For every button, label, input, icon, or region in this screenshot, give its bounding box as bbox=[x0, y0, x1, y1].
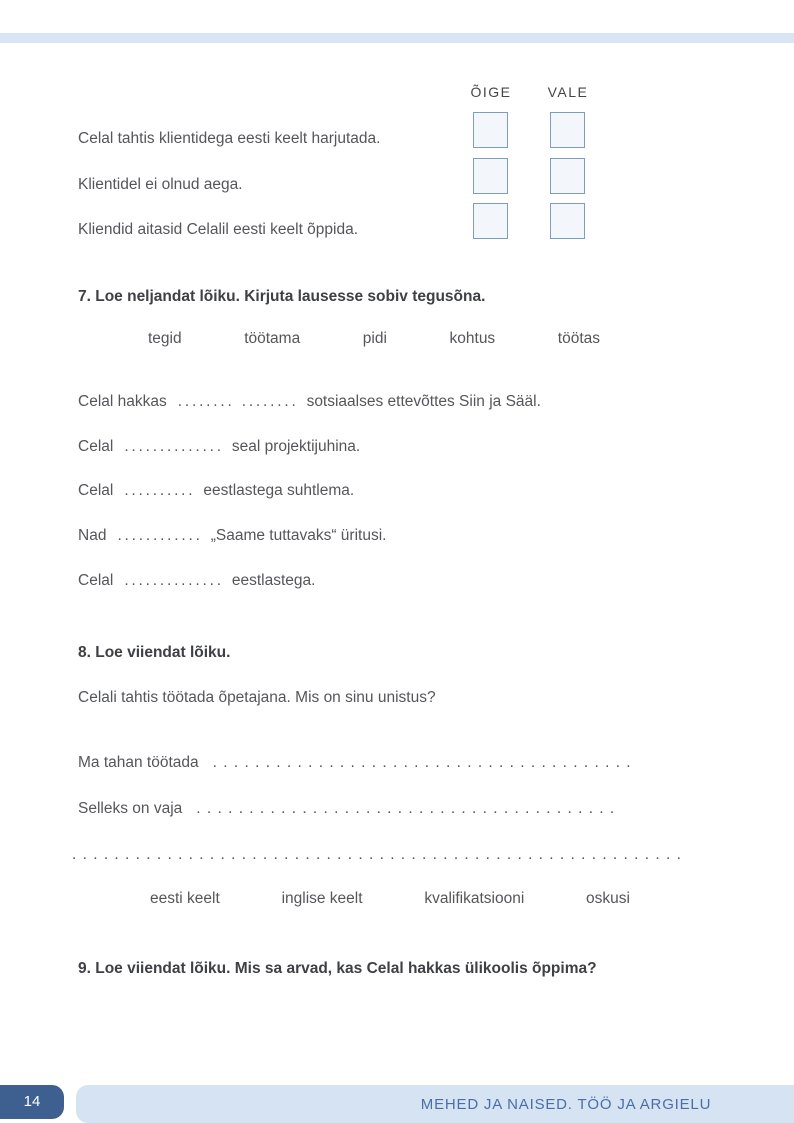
tf-statement-3: Kliendid aitasid Celalil eesti keelt õppida. bbox=[78, 221, 359, 238]
word-bank-item: töötas bbox=[557, 330, 600, 347]
exercise9-heading: 9. Loe viiendat lõiku. Mis sa arvad, kas Celal hakkas ülikoolis õppima? bbox=[78, 960, 597, 977]
sentence-before: Nad bbox=[78, 527, 107, 544]
line-label: Ma tahan töötada bbox=[78, 754, 199, 771]
word-bank-item: tegid bbox=[148, 330, 182, 347]
exercise7-word-bank bbox=[148, 330, 600, 348]
word-bank-item: pidi bbox=[362, 330, 387, 347]
page-number-tab bbox=[0, 1085, 64, 1119]
sentence-after: „Saame tuttavaks“ üritusi. bbox=[210, 527, 387, 544]
exercise8-word-bank bbox=[150, 890, 630, 908]
sentence-before: Celal bbox=[78, 572, 114, 589]
sentence-before: Celal bbox=[78, 438, 114, 455]
tf-statement-2: Klientidel ei olnud aega. bbox=[78, 176, 243, 193]
fill-in-line[interactable]: ........................................ bbox=[212, 754, 637, 771]
sentence-before: Celal hakkas bbox=[78, 393, 167, 410]
checkbox-true-row1[interactable] bbox=[473, 112, 508, 148]
fill-in-blank[interactable]: .............. bbox=[124, 438, 224, 455]
word-bank-item: eesti keelt bbox=[150, 890, 220, 907]
exercise8-line-3 bbox=[72, 846, 687, 864]
fill-in-blank[interactable]: .............. bbox=[124, 572, 224, 589]
checkbox-false-row2[interactable] bbox=[550, 158, 585, 194]
footer-chapter-title: MEHED JA NAISED. TÖÖ JA ARGIELU bbox=[420, 1096, 712, 1113]
page-number: 14 bbox=[23, 1093, 41, 1110]
checkbox-true-row3[interactable] bbox=[473, 203, 508, 239]
exercise8-line-1 bbox=[78, 754, 637, 772]
sentence-after: eestlastega suhtlema. bbox=[203, 482, 355, 499]
sentence-before: Celal bbox=[78, 482, 114, 499]
exercise8-heading: 8. Loe viiendat lõiku. bbox=[78, 644, 231, 661]
exercise7-heading: 7. Loe neljandat lõiku. Kirjuta lausesse sobiv tegusõna. bbox=[78, 288, 486, 305]
fill-in-blank[interactable]: ........ ........ bbox=[177, 393, 299, 410]
word-bank-item: inglise keelt bbox=[281, 890, 363, 907]
column-header-false: VALE bbox=[547, 84, 589, 100]
tf-statement-1: Celal tahtis klientidega eesti keelt harjutada. bbox=[78, 130, 381, 147]
sentence-after: sotsiaalses ettevõttes Siin ja Sääl. bbox=[306, 393, 541, 410]
sentence-after: eestlastega. bbox=[231, 572, 316, 589]
word-bank-item: töötama bbox=[244, 330, 301, 347]
exercise7-sentence-1 bbox=[78, 393, 541, 411]
word-bank-item: kohtus bbox=[449, 330, 496, 347]
checkbox-false-row3[interactable] bbox=[550, 203, 585, 239]
top-accent-bar bbox=[0, 33, 794, 43]
word-bank-item: oskusi bbox=[586, 890, 630, 907]
fill-in-line[interactable]: .......................................................... bbox=[72, 846, 688, 863]
exercise8-line-2 bbox=[78, 800, 621, 818]
column-header-true: ÕIGE bbox=[470, 84, 512, 100]
exercise7-sentence-4 bbox=[78, 527, 386, 545]
word-bank-item: kvalifikatsiooni bbox=[424, 890, 525, 907]
line-label: Selleks on vaja bbox=[78, 800, 183, 817]
checkbox-true-row2[interactable] bbox=[473, 158, 508, 194]
fill-in-blank[interactable]: ............ bbox=[117, 527, 203, 544]
exercise7-sentence-5 bbox=[78, 572, 315, 590]
checkbox-false-row1[interactable] bbox=[550, 112, 585, 148]
fill-in-line[interactable]: ........................................ bbox=[196, 800, 621, 817]
fill-in-blank[interactable]: .......... bbox=[124, 482, 196, 499]
exercise7-sentence-3 bbox=[78, 482, 354, 500]
exercise7-sentence-2 bbox=[78, 438, 360, 456]
exercise8-intro: Celali tahtis töötada õpetajana. Mis on sinu unistus? bbox=[78, 689, 436, 706]
sentence-after: seal projektijuhina. bbox=[231, 438, 361, 455]
